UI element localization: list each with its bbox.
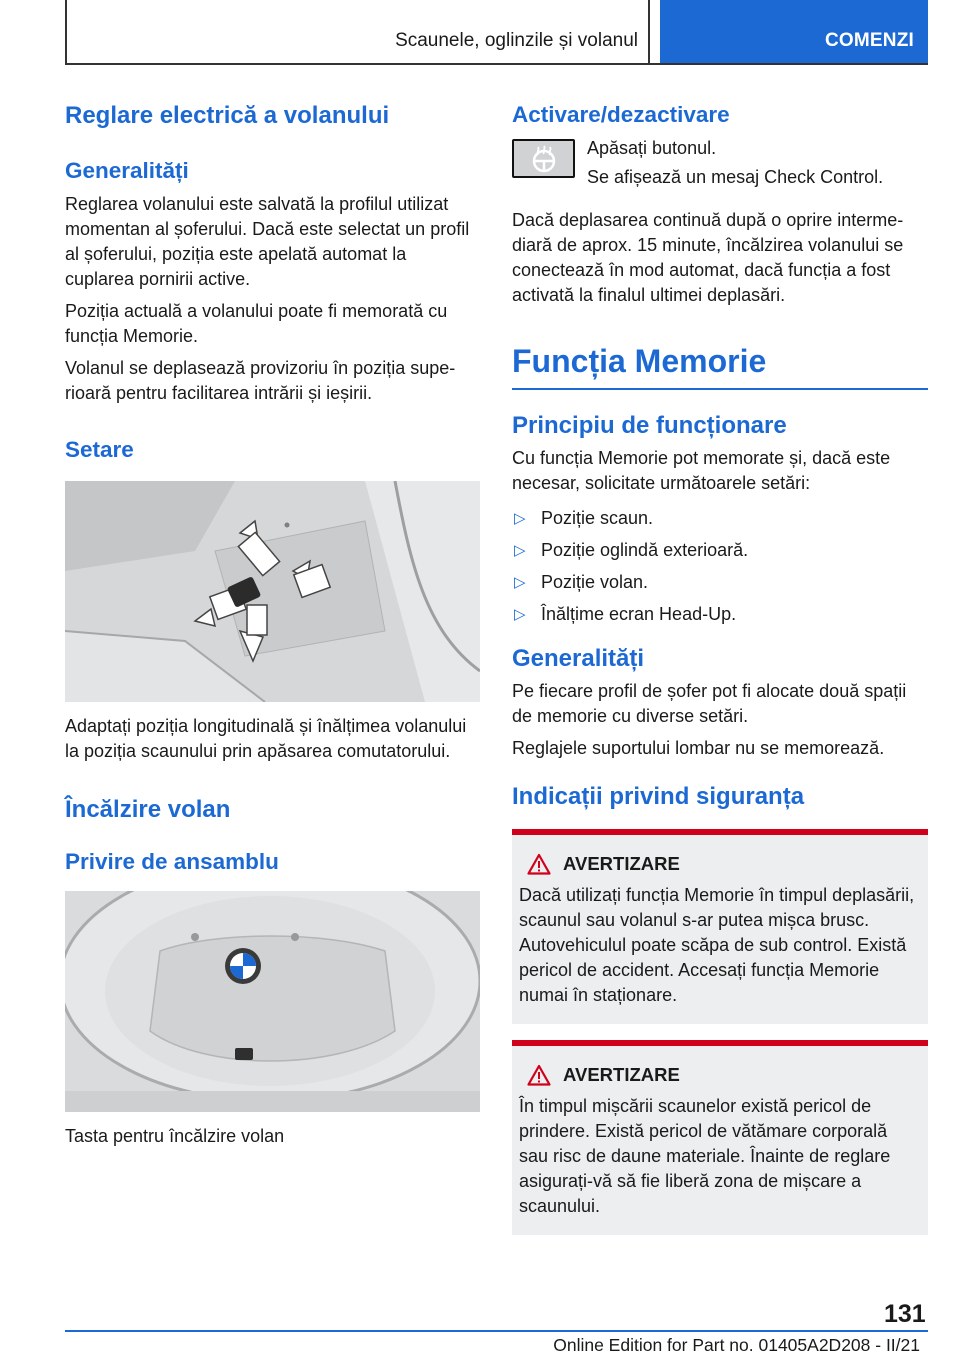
paragraph-general-3: Volanul se deplasează provizoriu în poziția superioară pentru facilitarea intrării și ieșirii. — [65, 358, 456, 403]
heading-general-left: Generalități — [65, 158, 189, 183]
warning-icon — [527, 853, 551, 875]
footer-rule — [65, 1330, 928, 1332]
activation-step-1: Apăsați butonul. — [587, 138, 717, 158]
steering-heating-button-icon — [512, 139, 575, 178]
activation-steps — [512, 136, 928, 198]
heading-principle: Principiu de funcționare — [512, 412, 787, 439]
section-title-memory: Funcția Memorie — [512, 343, 767, 379]
list-item: ▷ Poziție scaun. — [514, 508, 654, 528]
warning-box-1 — [512, 829, 928, 1024]
paragraph-activation: Dacă deplasarea continuă după o oprire intermediară de aprox. 15 minute, încălzirea volanului se conectează în mod automat, dacă funcția a fost activată la finalul ultimei deplasări. — [512, 210, 904, 305]
header-chapter-tab[interactable] — [660, 0, 928, 63]
paragraph-general-2: Poziția actuală a volanului poate fi memorată cu funcția Memorie. — [65, 301, 448, 346]
steering-column-switch-image — [65, 481, 480, 702]
list-item: ▷ Poziție volan. — [514, 572, 649, 592]
paragraph-memory-general-2: Reglajele suportului lombar nu se memorează. — [512, 738, 885, 758]
page-number: 131 — [884, 1300, 926, 1328]
heading-overview: Privire de ansamblu — [65, 849, 279, 874]
list-item: ▷ Poziție oglindă exterioară. — [514, 540, 749, 560]
warning-text-1: Dacă utilizați funcția Memorie în timpul deplasării, scaunul sau volanul s-ar putea mișca brusc. Autovehiculul poate scăpa de sub control. Există pericol de accident. Accesați funcția Memorie numai în staționare. — [519, 885, 915, 1005]
header-chapter-label: COMENZI — [824, 30, 914, 51]
warning-text-2: În timpul mișcării scaunelor există pericol de prindere. Există pericol de vătămare corporală sau risc de daune materiale. Înainte de reglare asigurați-vă să fie liberă zona de mișcare a scaunului. — [519, 1096, 891, 1216]
paragraph-memory-general-1: Pe fiecare profil de șofer pot fi alocate două spații de memorie cu diverse setări. — [512, 681, 907, 726]
heading-general-right: Generalități — [512, 645, 645, 672]
section-title-heating: Încălzire volan — [65, 796, 231, 823]
header-rule — [65, 63, 928, 65]
memory-settings-list — [512, 506, 928, 627]
warning-box-2 — [512, 1040, 928, 1235]
left-column — [65, 100, 480, 1149]
paragraph-principle: Cu funcția Memorie pot memorate și, dacă este necesar, solicitate următoarele setări: — [512, 448, 891, 493]
warning-title-2: AVERTIZARE — [563, 1064, 680, 1085]
steering-wheel-image — [65, 891, 480, 1112]
header-divider-middle — [648, 0, 650, 64]
section-title-steering-adjust: Reglare electrică a volanului — [65, 102, 390, 129]
caption-setare: Adaptați poziția longitudinală și înălțimea volanului la poziția scaunului prin apăsarea comutatorului. — [65, 716, 467, 761]
caption-heating: Tasta pentru încălzire volan — [65, 1126, 285, 1146]
warning-title-1: AVERTIZARE — [563, 853, 680, 874]
footer-edition: Online Edition for Part no. 01405A2D208 - II/21 — [553, 1335, 920, 1355]
paragraph-general-1: Reglarea volanului este salvată la profilul utilizat momentan al șoferului. Dacă este selectat un profil al șoferului, poziția este apelată automat la cuplarea pornirii active. — [65, 194, 470, 289]
memory-rule — [512, 388, 928, 390]
header-section-title: Scaunele, oglinzile și volanul — [395, 30, 638, 51]
activation-step-2: Se afișează un mesaj Check Control. — [587, 167, 884, 187]
list-item: ▷ Înălțime ecran Head-Up. — [514, 604, 737, 624]
heading-safety: Indicații privind siguranța — [512, 783, 805, 810]
right-column — [512, 100, 928, 1235]
warning-icon — [527, 1064, 551, 1086]
heading-activation: Activare/dezactivare — [512, 102, 730, 127]
heading-setare: Setare — [65, 437, 134, 462]
